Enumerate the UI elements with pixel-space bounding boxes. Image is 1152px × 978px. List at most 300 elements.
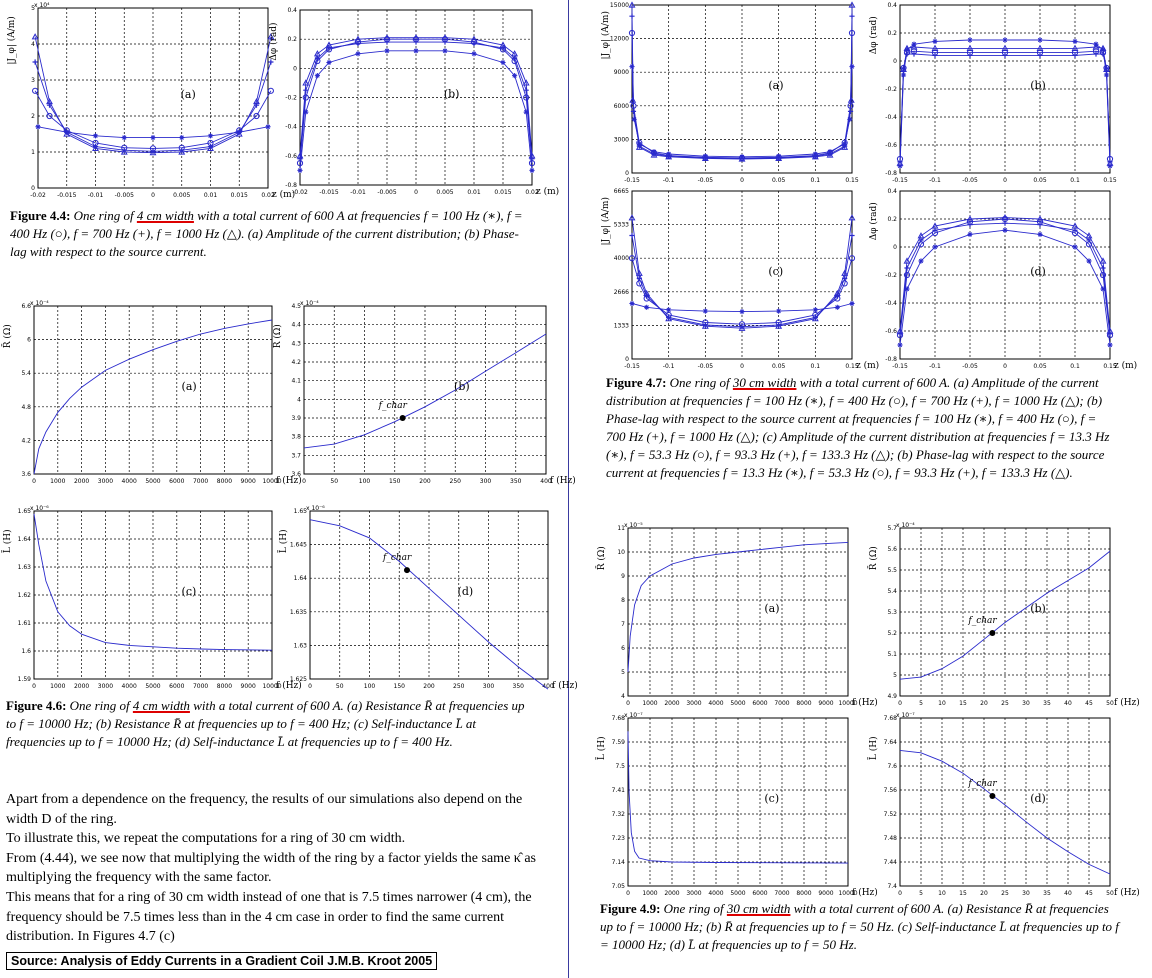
x-tick-label: -0.015 [57, 192, 77, 199]
x-tick-label: 200 [419, 478, 431, 485]
x-tick-label: 100 [363, 683, 376, 690]
x-tick-label: 400 [542, 683, 554, 690]
caption-fig4-7 [606, 374, 1116, 482]
y-tick-label: 7.56 [883, 787, 897, 794]
y-tick-label: 5.7 [887, 525, 897, 532]
x-tick-label: 8000 [796, 890, 812, 897]
x-tick-label: -0.1 [929, 177, 941, 184]
y-tick-label: 6 [621, 645, 625, 652]
panel-label: (a) [180, 88, 196, 101]
x-tick-label: 1000 [50, 478, 66, 485]
y-tick-label: 1.645 [289, 541, 307, 549]
y-tick-label: 7.48 [883, 835, 897, 842]
panel-label: (a) [181, 380, 197, 393]
chart-svg [862, 0, 1152, 182]
y-tick-label: 5 [893, 672, 897, 679]
caption-text: One ring of [666, 375, 733, 390]
x-tick-label: 40 [1064, 700, 1072, 707]
y-tick-label: 3.6 [291, 471, 301, 478]
x-axis-label: f (Hz) [550, 476, 576, 486]
x-tick-label: 45 [1085, 700, 1093, 707]
data-point [813, 307, 818, 312]
y-tick-label: 5.6 [887, 546, 897, 553]
x-tick-label: 400 [540, 478, 552, 485]
y-tick-label: -0.8 [285, 182, 297, 189]
y-tick-label: -0.2 [885, 86, 897, 93]
axis-exponent: x 10⁻⁴ [896, 522, 915, 529]
y-tick-label: 4 [297, 396, 301, 404]
y-tick-label: -0.8 [885, 356, 897, 363]
x-tick-label: 0.1 [1070, 177, 1080, 184]
y-tick-label: 7 [621, 621, 625, 628]
fchar-label: f_char [378, 401, 407, 411]
y-tick-label: 10 [617, 549, 625, 556]
y-tick-label: 4.3 [291, 340, 301, 348]
y-tick-label: 1.65 [17, 508, 31, 515]
x-tick-label: 100 [358, 478, 371, 485]
x-tick-label: 0.02 [525, 189, 539, 196]
caption-text: One ring of [660, 901, 727, 916]
x-axis-label: f (Hz) [276, 681, 302, 691]
y-tick-label: -0.2 [285, 94, 297, 102]
panel-label: (b) [443, 87, 460, 101]
x-tick-label: 0.02 [261, 192, 275, 199]
y-tick-label: 1.625 [289, 676, 307, 683]
fchar-label: f_char [968, 779, 997, 789]
x-tick-label: -0.1 [662, 177, 675, 184]
panel-label: (a) [764, 602, 780, 615]
axis-exponent: x 10⁻⁶ [30, 505, 49, 512]
caption-fig4-9 [600, 900, 1120, 954]
data-point [776, 309, 781, 314]
x-tick-label: -0.05 [697, 177, 714, 184]
x-axis-label: f (Hz) [852, 698, 878, 708]
x-tick-label: 250 [453, 683, 465, 690]
x-tick-label: 300 [482, 683, 495, 690]
x-tick-label: 3000 [686, 890, 702, 897]
x-tick-label: 7000 [774, 700, 790, 707]
data-point [1072, 39, 1077, 44]
y-tick-label: 7.41 [611, 787, 625, 794]
y-tick-label: 4000 [613, 255, 629, 263]
y-tick-label: 11 [617, 525, 625, 532]
x-tick-label: 0 [898, 700, 902, 707]
x-axis-label: f (Hz) [1114, 888, 1140, 898]
caption-label: Figure 4.4: [10, 208, 71, 223]
x-tick-label: 0.1 [1070, 363, 1080, 370]
x-tick-label: 0.1 [810, 363, 821, 370]
y-tick-label: -0.6 [885, 142, 897, 149]
y-tick-label: 9 [621, 573, 625, 580]
y-tick-label: 3 [31, 77, 35, 84]
y-tick-label: 7.44 [883, 859, 897, 866]
panel-label: (d) [1030, 792, 1046, 805]
y-tick-label: -0.6 [885, 328, 897, 335]
y-tick-label: -0.2 [885, 272, 897, 279]
x-tick-label: 15 [959, 890, 967, 897]
x-tick-label: 1000 [642, 700, 658, 707]
x-tick-label: -0.005 [377, 189, 397, 196]
x-tick-label: 7000 [774, 890, 790, 897]
chart-svg [576, 710, 878, 900]
x-tick-label: 0.005 [173, 192, 191, 199]
data-point [179, 135, 184, 140]
caption-text: One ring of [66, 698, 133, 713]
x-tick-label: 150 [389, 478, 401, 485]
x-tick-label: 9000 [240, 683, 256, 690]
fchar-point [989, 793, 995, 799]
x-axis-label: f (Hz) [552, 681, 578, 691]
x-tick-label: 0 [151, 192, 155, 199]
x-tick-label: -0.1 [662, 363, 675, 370]
x-tick-label: 0.1 [810, 177, 821, 184]
x-tick-label: 25 [1001, 890, 1009, 897]
x-tick-label: 4000 [121, 683, 137, 690]
x-tick-label: 0.15 [845, 363, 859, 370]
y-axis-label: L̄ (H) [3, 529, 13, 554]
axis-exponent: x 10⁻⁵ [624, 522, 643, 529]
x-tick-label: 9000 [818, 700, 834, 707]
fchar-point [400, 415, 406, 421]
x-tick-label: 15 [959, 700, 967, 707]
y-tick-label: 3.8 [291, 433, 301, 441]
data-point [471, 51, 476, 56]
y-tick-label: 3.7 [291, 452, 301, 460]
panel-label: (b) [1030, 602, 1046, 615]
y-tick-label: 7.32 [611, 811, 625, 818]
x-tick-label: 50 [1106, 700, 1114, 707]
x-tick-label: 0.05 [1033, 177, 1047, 184]
data-point [33, 59, 38, 64]
x-tick-label: 10000 [838, 890, 858, 897]
y-tick-label: 0 [893, 58, 897, 65]
data-point [835, 305, 840, 310]
data-point [666, 307, 671, 312]
x-tick-label: -0.02 [292, 189, 308, 196]
x-tick-label: -0.15 [624, 177, 640, 184]
panel-label: (d) [1030, 265, 1046, 278]
y-tick-label: 5.4 [887, 588, 897, 595]
y-tick-label: 0 [31, 185, 35, 192]
x-tick-label: -0.01 [350, 189, 366, 196]
fchar-label: f_char [382, 553, 412, 564]
y-tick-label: -0.6 [285, 152, 297, 160]
paragraph: From (4.44), we see now that multiplying the width of the ring by a factor yields the same κ̂ as multiplying the frequency with the same factor. [6, 850, 536, 886]
data-point [1037, 37, 1042, 42]
x-tick-label: 50 [1106, 890, 1114, 897]
x-tick-label: -0.02 [30, 192, 46, 199]
column-divider [568, 0, 569, 978]
y-axis-label: Δφ (rad) [269, 22, 279, 61]
x-tick-label: -0.15 [624, 363, 640, 370]
x-tick-label: 5 [919, 700, 923, 707]
y-tick-label: 0 [893, 244, 897, 251]
data-point [208, 133, 213, 138]
axis-exponent: x 10⁴ [34, 2, 50, 9]
chart-svg [862, 186, 1152, 374]
x-tick-label: 20 [980, 700, 988, 707]
x-tick-label: 6000 [752, 890, 768, 897]
x-tick-label: 350 [512, 683, 524, 690]
x-tick-label: 4000 [708, 700, 724, 707]
x-tick-label: 0 [32, 478, 36, 485]
x-tick-label: 40 [1064, 890, 1072, 897]
source-citation: Source: Analysis of Eddy Currents in a Gradient Coil J.M.B. Kroot 2005 [6, 952, 437, 970]
y-axis-label: R̄ (Ω) [597, 546, 607, 571]
fchar-point [989, 630, 995, 636]
x-tick-label: 0 [626, 700, 630, 707]
y-tick-label: 7.6 [887, 763, 897, 770]
chart-fig4-6b [270, 298, 576, 486]
data-point [512, 73, 517, 78]
data-point [529, 168, 534, 173]
x-tick-label: 300 [479, 478, 492, 485]
y-tick-label: 7.14 [611, 859, 625, 866]
x-tick-label: 0 [740, 363, 744, 370]
caption-label: Figure 4.9: [600, 901, 661, 916]
y-tick-label: 0.4 [287, 7, 297, 14]
y-tick-label: 1 [31, 149, 35, 156]
x-tick-label: 2000 [73, 478, 90, 485]
chart-fig4-7b [862, 0, 1152, 182]
x-tick-label: 3000 [97, 478, 114, 485]
chart-fig4-9d [862, 710, 1152, 900]
x-tick-label: 350 [510, 478, 522, 485]
y-tick-label: -0.4 [885, 300, 897, 307]
y-tick-label: 1.635 [289, 608, 307, 616]
panel-label: (c) [181, 585, 197, 598]
x-tick-label: -0.15 [892, 363, 908, 370]
y-axis-label: |J_φ| (A/m) [7, 16, 17, 65]
chart-svg [576, 520, 878, 710]
x-axis-label: z (m) [856, 361, 880, 371]
x-tick-label: 0.05 [771, 177, 786, 184]
x-tick-label: 0 [32, 683, 36, 690]
x-tick-label: 8000 [216, 683, 233, 690]
x-tick-label: 5000 [145, 683, 161, 690]
x-axis-label: z (m) [1114, 361, 1138, 371]
chart-svg [862, 520, 1152, 710]
x-tick-label: 25 [1001, 700, 1009, 707]
data-point [93, 133, 98, 138]
y-tick-label: 1.6 [21, 648, 31, 655]
y-tick-label: 5.3 [887, 609, 897, 616]
y-tick-label: 0.2 [887, 216, 897, 223]
data-point [703, 309, 708, 314]
y-tick-label: 1.61 [17, 620, 31, 627]
y-tick-label: 4 [621, 693, 625, 700]
paragraph: To illustrate this, we repeat the computations for a ring of 30 cm width. [6, 831, 406, 847]
chart-fig4-9c [576, 710, 878, 900]
y-tick-label: 6.6 [21, 303, 31, 310]
y-tick-label: 15000 [609, 2, 629, 9]
chart-svg [270, 298, 576, 486]
y-tick-label: 5.1 [887, 651, 897, 658]
caption-fig4-4 [10, 207, 530, 261]
caption-highlight: 4 cm width [136, 208, 194, 223]
caption-highlight: 30 cm width [726, 901, 791, 916]
x-tick-label: 5000 [730, 890, 746, 897]
x-tick-label: 0.015 [230, 192, 248, 199]
x-tick-label: 150 [393, 683, 405, 690]
y-tick-label: 4.1 [291, 377, 301, 385]
x-tick-label: -0.05 [962, 177, 978, 184]
y-tick-label: 0 [293, 65, 297, 73]
data-point [644, 305, 649, 310]
panel-label: (c) [768, 265, 784, 278]
y-axis-label: R̄ (Ω) [869, 546, 879, 571]
x-tick-label: 0.015 [494, 189, 512, 196]
y-tick-label: 1.62 [17, 592, 31, 599]
caption-label: Figure 4.6: [6, 698, 67, 713]
y-tick-label: 1333 [613, 322, 629, 330]
caption-text: with a total current of 600 A. (a) Resistance R̄ at frequencies up to f = 10000 Hz; (b) Resistance R̄ at frequencies up to f = 400 Hz; (c) Self-inductance L̄ at frequencies up to f = 10000 Hz; (d) Self-inductance L̄ at frequencies up to f = 400 Hz. [6, 698, 525, 749]
x-tick-label: 0 [740, 177, 744, 184]
y-tick-label: 0 [625, 170, 629, 177]
x-tick-label: 5 [919, 890, 923, 897]
x-tick-label: 6000 [752, 700, 768, 707]
y-tick-label: -0.8 [885, 170, 897, 177]
x-tick-label: -0.05 [962, 363, 978, 370]
x-tick-label: 2000 [73, 683, 90, 690]
y-axis-label: Δφ (rad) [869, 202, 879, 241]
x-tick-label: 3000 [686, 700, 702, 707]
data-point [150, 135, 155, 140]
x-tick-label: 1000 [642, 890, 658, 897]
x-tick-label: 7000 [192, 478, 209, 485]
axis-exponent: x 10⁻⁴ [30, 300, 49, 307]
x-axis-label: z (m) [536, 187, 560, 197]
paragraph: Apart from a dependence on the frequency, the results of our simulations also depend on the width D of the ring. [6, 792, 523, 827]
x-tick-label: 8000 [796, 700, 812, 707]
data-point [500, 60, 505, 65]
x-tick-label: 2000 [664, 700, 680, 707]
x-tick-label: 0.01 [203, 192, 218, 199]
x-axis-label: z (m) [272, 190, 296, 200]
data-point [1072, 244, 1077, 249]
x-tick-label: 10 [938, 700, 946, 707]
y-tick-label: -0.4 [285, 123, 297, 131]
x-tick-label: -0.1 [929, 363, 941, 370]
y-tick-label: 1.64 [293, 575, 307, 583]
x-tick-label: 7000 [192, 683, 209, 690]
caption-highlight: 4 cm width [132, 698, 190, 713]
x-tick-label: 20 [980, 890, 988, 897]
panel-label: (c) [764, 792, 780, 805]
x-tick-label: 50 [330, 478, 339, 485]
data-point [1002, 37, 1007, 42]
x-tick-label: 6000 [169, 478, 185, 485]
x-tick-label: -0.01 [87, 192, 104, 199]
x-tick-label: 0.15 [845, 177, 859, 184]
x-tick-label: -0.15 [892, 177, 908, 184]
x-tick-label: 30 [1022, 890, 1030, 897]
fchar-label: f_char [968, 616, 997, 626]
x-tick-label: 0.05 [1033, 363, 1047, 370]
chart-svg [576, 0, 859, 184]
y-tick-label: 4 [31, 41, 35, 48]
x-tick-label: 0.05 [771, 363, 786, 370]
y-tick-label: 7.5 [615, 763, 625, 770]
y-tick-label: 7.68 [883, 715, 897, 722]
y-tick-label: 1.64 [17, 536, 31, 543]
x-tick-label: 0.15 [1103, 363, 1117, 370]
x-axis-label: f (Hz) [1114, 698, 1140, 708]
x-tick-label: 10000 [262, 683, 282, 690]
x-tick-label: 0.01 [467, 189, 481, 196]
y-tick-label: 0 [625, 356, 629, 363]
y-tick-label: 1.63 [293, 642, 307, 650]
y-tick-label: 7.23 [611, 835, 625, 842]
y-tick-label: 4.8 [21, 403, 31, 411]
chart-fig4-9a [576, 520, 878, 710]
y-tick-label: 6000 [613, 102, 629, 110]
y-tick-label: 5333 [613, 221, 629, 229]
y-tick-label: 2 [31, 113, 35, 120]
caption-highlight: 30 cm width [732, 375, 797, 390]
y-tick-label: 0.2 [887, 30, 897, 37]
x-tick-label: -0.05 [697, 363, 714, 370]
y-tick-label: 7.68 [611, 715, 625, 722]
y-tick-label: 7.05 [611, 883, 625, 890]
y-tick-label: 9000 [613, 69, 629, 77]
x-tick-label: 50 [335, 683, 344, 690]
y-axis-label: L̄ (H) [597, 736, 607, 761]
x-tick-label: 0.005 [436, 189, 454, 196]
y-tick-label: 5 [621, 669, 625, 676]
y-tick-label: 0.4 [887, 188, 897, 195]
caption-text: with a total current of 600 A. (a) Resistance R̄ at frequencies up to f = 10000 Hz; (b) R̄ at frequencies up to f = 50 Hz. (c) Self-inductance L̄ at frequencies up to f = 10000 Hz; (d) L̄ at frequencies up to f = 50 Hz. [600, 901, 1119, 952]
x-tick-label: 6000 [169, 683, 185, 690]
data-point [1086, 258, 1091, 263]
x-tick-label: 250 [449, 478, 461, 485]
axis-exponent: x 10⁻⁷ [624, 712, 643, 719]
x-tick-label: 0.15 [1103, 177, 1117, 184]
y-tick-label: 0.4 [887, 2, 897, 9]
chart-svg [862, 710, 1152, 900]
x-tick-label: -0.005 [114, 192, 134, 199]
data-point [122, 135, 127, 140]
y-tick-label: 8 [621, 597, 625, 604]
x-tick-label: -0.015 [319, 189, 339, 196]
x-tick-label: 10000 [838, 700, 858, 707]
x-tick-label: 0 [414, 189, 418, 196]
caption-text: One ring of [70, 208, 137, 223]
data-point [849, 301, 854, 306]
panel-label: (a) [768, 79, 784, 92]
x-tick-label: 0 [308, 683, 312, 690]
axis-exponent: x 10⁻⁶ [306, 505, 325, 512]
chart-svg [270, 503, 578, 693]
x-tick-label: 2000 [664, 890, 680, 897]
y-tick-label: 4.9 [887, 693, 897, 700]
x-tick-label: 30 [1022, 700, 1030, 707]
x-tick-label: 4000 [121, 478, 137, 485]
x-tick-label: 10000 [262, 478, 282, 485]
panel-label: (b) [1030, 79, 1046, 92]
y-tick-label: 7.64 [883, 739, 897, 746]
y-tick-label: 4.4 [291, 321, 301, 329]
panel-label: (d) [457, 585, 474, 598]
y-axis-label: R̄ (Ω) [3, 324, 13, 349]
x-tick-label: 35 [1043, 700, 1051, 707]
y-tick-label: 7.4 [887, 883, 897, 890]
y-tick-label: 7.59 [611, 739, 625, 746]
panel-label: (b) [454, 380, 470, 393]
y-tick-label: 0.2 [287, 36, 297, 44]
x-tick-label: 0 [1003, 363, 1007, 370]
y-tick-label: 1.65 [293, 508, 307, 515]
